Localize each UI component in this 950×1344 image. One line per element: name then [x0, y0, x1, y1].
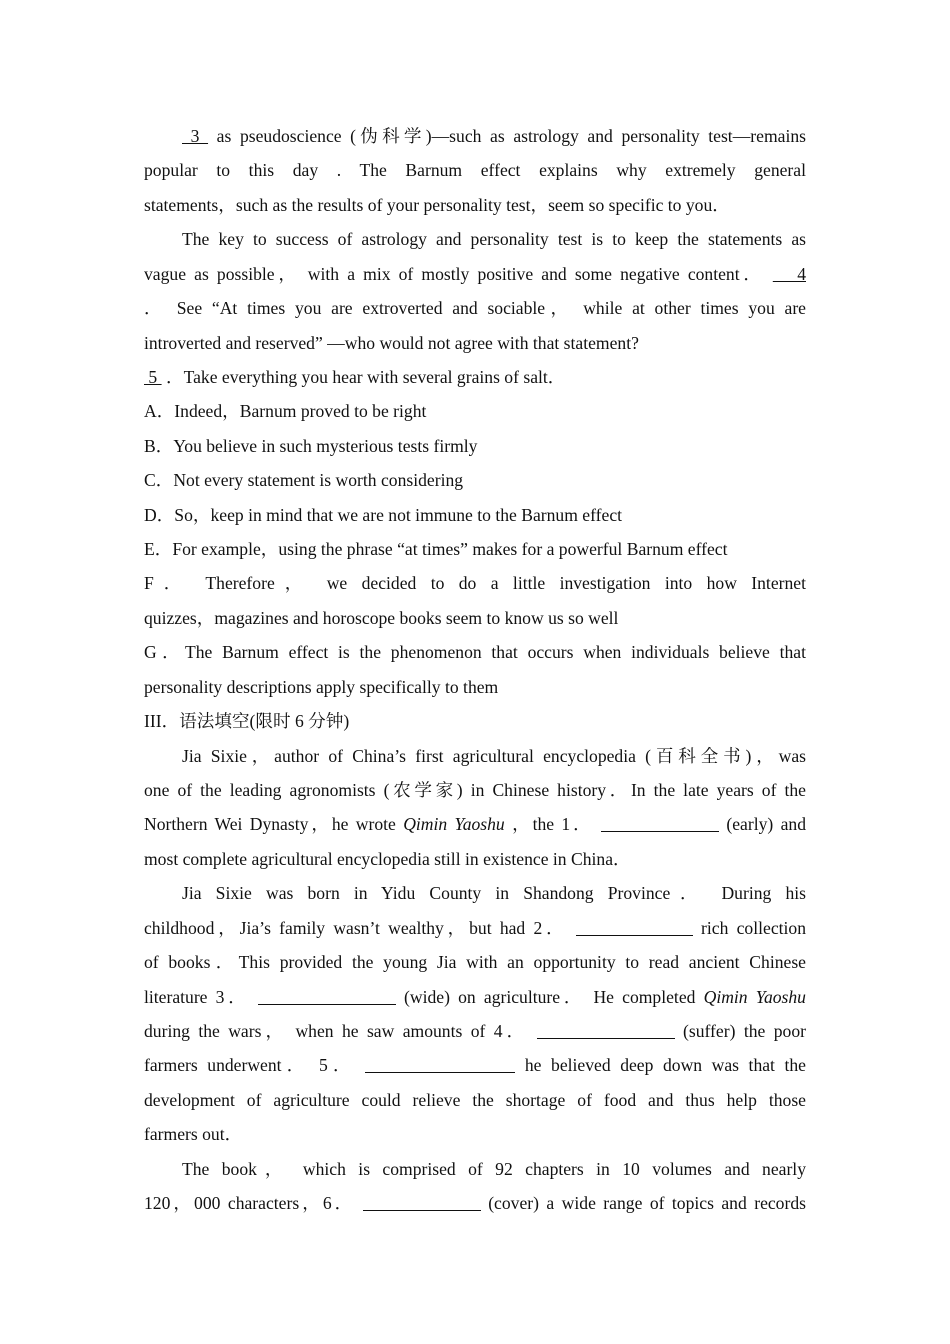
text-segment: Jia Sixie，author of China’s first agricultural encyclopedia (百科全书)，was	[182, 745, 806, 766]
text-segment: as pseudoscience (伪科学)—such as astrology and personality test—remains	[216, 126, 806, 146]
text-segment: popular to this day . The Barnum effect explains why extremely general	[144, 160, 806, 181]
text-line	[144, 156, 806, 184]
text-segment: farmers out．	[144, 1124, 243, 1145]
text-line	[144, 397, 806, 425]
text-segment: C．Not every statement is worth considering	[144, 470, 464, 491]
text-line	[144, 776, 806, 804]
answer-blank	[365, 1052, 515, 1073]
text-line	[144, 432, 806, 460]
text-segment: ．Take everything you hear with several grains of salt．	[166, 366, 566, 387]
text-line	[144, 707, 806, 735]
text-line	[144, 294, 806, 322]
text-segment: The key to success of astrology and personality test is to keep the statements as	[182, 229, 806, 250]
text-line	[144, 810, 806, 838]
text-line	[144, 948, 806, 976]
answer-blank	[537, 1018, 675, 1039]
text-segment: during the wars， when he saw amounts of 4．	[144, 1020, 537, 1041]
text-line	[144, 569, 806, 597]
text-segment: childhood，Jia’s family wasn’t wealthy，but had 2．	[144, 917, 576, 938]
answer-blank	[258, 984, 396, 1005]
text-segment: quizzes，magazines and horoscope books seem to know us so well	[144, 607, 619, 628]
text-line	[182, 1155, 806, 1183]
question-number: 4	[772, 263, 806, 284]
answer-blank	[576, 915, 693, 936]
text-line	[144, 845, 806, 873]
text-line	[144, 1017, 806, 1045]
text-line	[144, 1189, 806, 1217]
text-segment: farmers underwent． 5．	[144, 1055, 366, 1076]
text-segment: development of agriculture could relieve the shortage of food and thus help those	[144, 1089, 806, 1110]
text-segment: G．The Barnum effect is the phenomenon that occurs when individuals believe that	[144, 642, 806, 663]
text-segment: (wide) on agriculture． He completed	[404, 986, 704, 1007]
text-segment: The book， which is comprised of 92 chapters in 10 volumes and nearly	[182, 1158, 806, 1179]
answer-blank	[363, 1190, 481, 1211]
italic-title: Qimin Yaoshu	[403, 814, 505, 835]
italic-title: Qimin Yaoshu	[703, 986, 806, 1007]
text-segment: (early) and	[726, 814, 806, 835]
text-segment: III．语法填空(限时 6 分钟)	[144, 711, 350, 732]
text-segment: (cover) a wide range of topics and records	[488, 1193, 806, 1214]
text-line	[182, 742, 806, 770]
text-line	[182, 225, 806, 253]
text-line	[182, 879, 806, 907]
text-segment: A．Indeed，Barnum proved to be right	[144, 401, 427, 422]
text-segment: of books．This provided the young Jia with an opportunity to read ancient Chinese	[144, 952, 806, 973]
text-line	[144, 191, 806, 219]
text-line	[144, 638, 806, 666]
text-segment: (suffer) the poor	[683, 1020, 806, 1041]
text-line	[144, 604, 806, 632]
answer-blank	[601, 811, 719, 832]
text-line	[144, 1086, 806, 1114]
text-line	[144, 329, 806, 357]
text-line	[144, 535, 806, 563]
question-number: 5	[144, 366, 162, 387]
text-segment: Jia Sixie was born in Yidu County in Shandong Province． During his	[182, 883, 806, 904]
text-segment: personality descriptions apply specifically to them	[144, 676, 499, 697]
text-segment: he believed deep down was that the	[524, 1055, 806, 1076]
text-line	[144, 1051, 806, 1079]
question-number: 3	[182, 126, 209, 146]
text-line	[144, 501, 806, 529]
text-segment: statements，such as the results of your personality test，seem so specific to you．	[144, 194, 730, 215]
text-line	[144, 1120, 806, 1148]
text-segment: 120，000 characters，6．	[144, 1193, 363, 1214]
text-segment: introverted and reserved” —who would not agree with that statement?	[144, 332, 639, 353]
text-line	[144, 466, 806, 494]
text-line	[144, 914, 806, 942]
text-line	[144, 983, 806, 1011]
text-segment: F． Therefore， we decided to do a little investigation into how Internet	[144, 573, 806, 594]
text-segment: literature 3．	[144, 986, 258, 1007]
text-segment: ． See “At times you are extroverted and sociable， while at other times you are	[144, 298, 806, 319]
text-segment: vague as possible， with a mix of mostly positive and some negative content．	[144, 263, 773, 284]
text-segment: B．You believe in such mysterious tests firmly	[144, 435, 478, 456]
text-line	[144, 260, 806, 288]
text-segment: one of the leading agronomists (农学家) in Chinese history．In the late years of the	[144, 779, 806, 800]
text-segment: D．So，keep in mind that we are not immune to the Barnum effect	[144, 504, 623, 525]
text-segment: E．For example，using the phrase “at times” makes for a powerful Barnum effect	[144, 539, 728, 560]
text-segment: Northern Wei Dynasty，he wrote	[144, 814, 404, 835]
text-segment: rich collection	[701, 917, 806, 938]
text-line	[182, 122, 806, 150]
text-segment: ，the 1．	[512, 814, 602, 835]
text-line	[144, 363, 806, 391]
text-segment: most complete agricultural encyclopedia still in existence in China．	[144, 848, 631, 869]
text-line	[144, 673, 806, 701]
